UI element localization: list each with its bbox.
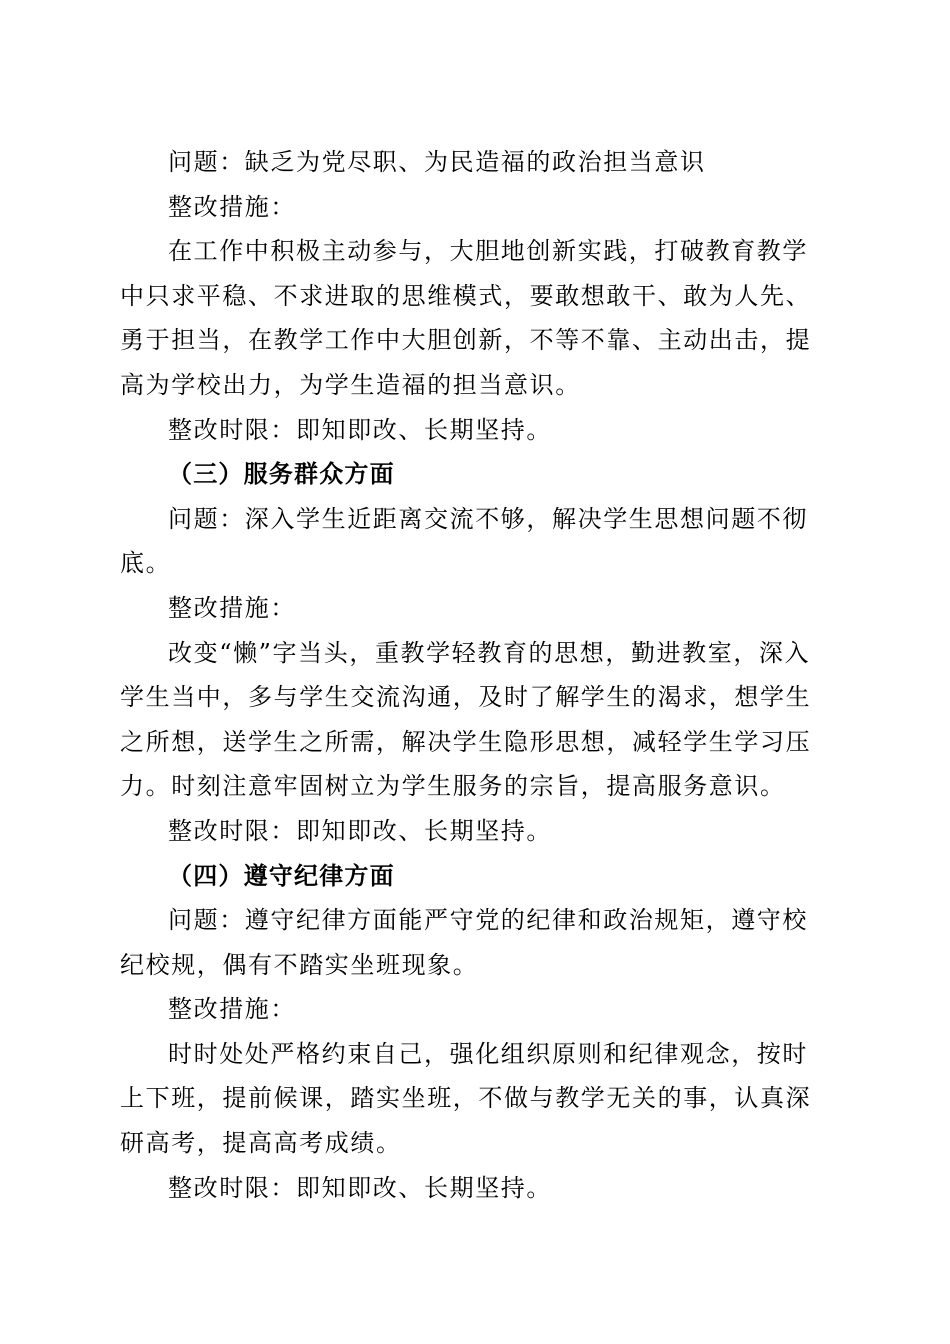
problem-3-paragraph: 问题：深入学生近距离交流不够，解决学生思想问题不彻底。 [120,504,808,578]
deadline-1-paragraph: 整改时限：即知即改、长期坚持。 [168,415,552,444]
section-3-heading: （三）服务群众方面 [168,459,395,489]
measures-4-label: 整改措施： [168,995,296,1024]
measures-1-label: 整改措施： [168,192,296,221]
deadline-3-paragraph: 整改时限：即知即改、长期坚持。 [168,816,552,845]
measures-3-label: 整改措施： [168,593,296,622]
measures-3-paragraph: 改变“懒”字当头，重教学轻教育的思想，勤进教室，深入学生当中，多与学生交流沟通，及时了解学生的渴求，想学生之所想，送学生之所需，解决学生隐形思想，减轻学生学习压力。时刻注意牢固树立为学生服务的宗旨，提高服务意识。 [120,638,812,801]
problem-4-paragraph: 问题：遵守纪律方面能严守党的纪律和政治规矩，遵守校纪校规，偶有不踏实坐班现象。 [120,906,808,979]
section-4-heading: （四）遵守纪律方面 [168,860,395,890]
document-body [120,140,830,1210]
measures-1-paragraph: 在工作中积极主动参与，大胆地创新实践，打破教育教学中只求平稳、不求进取的思维模式，要敢想敢干、敢为人先、勇于担当，在教学工作中大胆创新，不等不靠、主动出击，提高为学校出力，为学生造福的担当意识。 [120,237,812,399]
measures-4-paragraph: 时时处处严格约束自己，强化组织原则和纪律观念，按时上下班，提前候课，踏实坐班，不做与教学无关的事，认真深研高考，提高高考成绩。 [120,1039,812,1158]
problem-1-paragraph: 问题：缺乏为党尽职、为民造福的政治担当意识 [168,148,706,176]
deadline-4-paragraph: 整改时限：即知即改、长期坚持。 [168,1173,552,1202]
